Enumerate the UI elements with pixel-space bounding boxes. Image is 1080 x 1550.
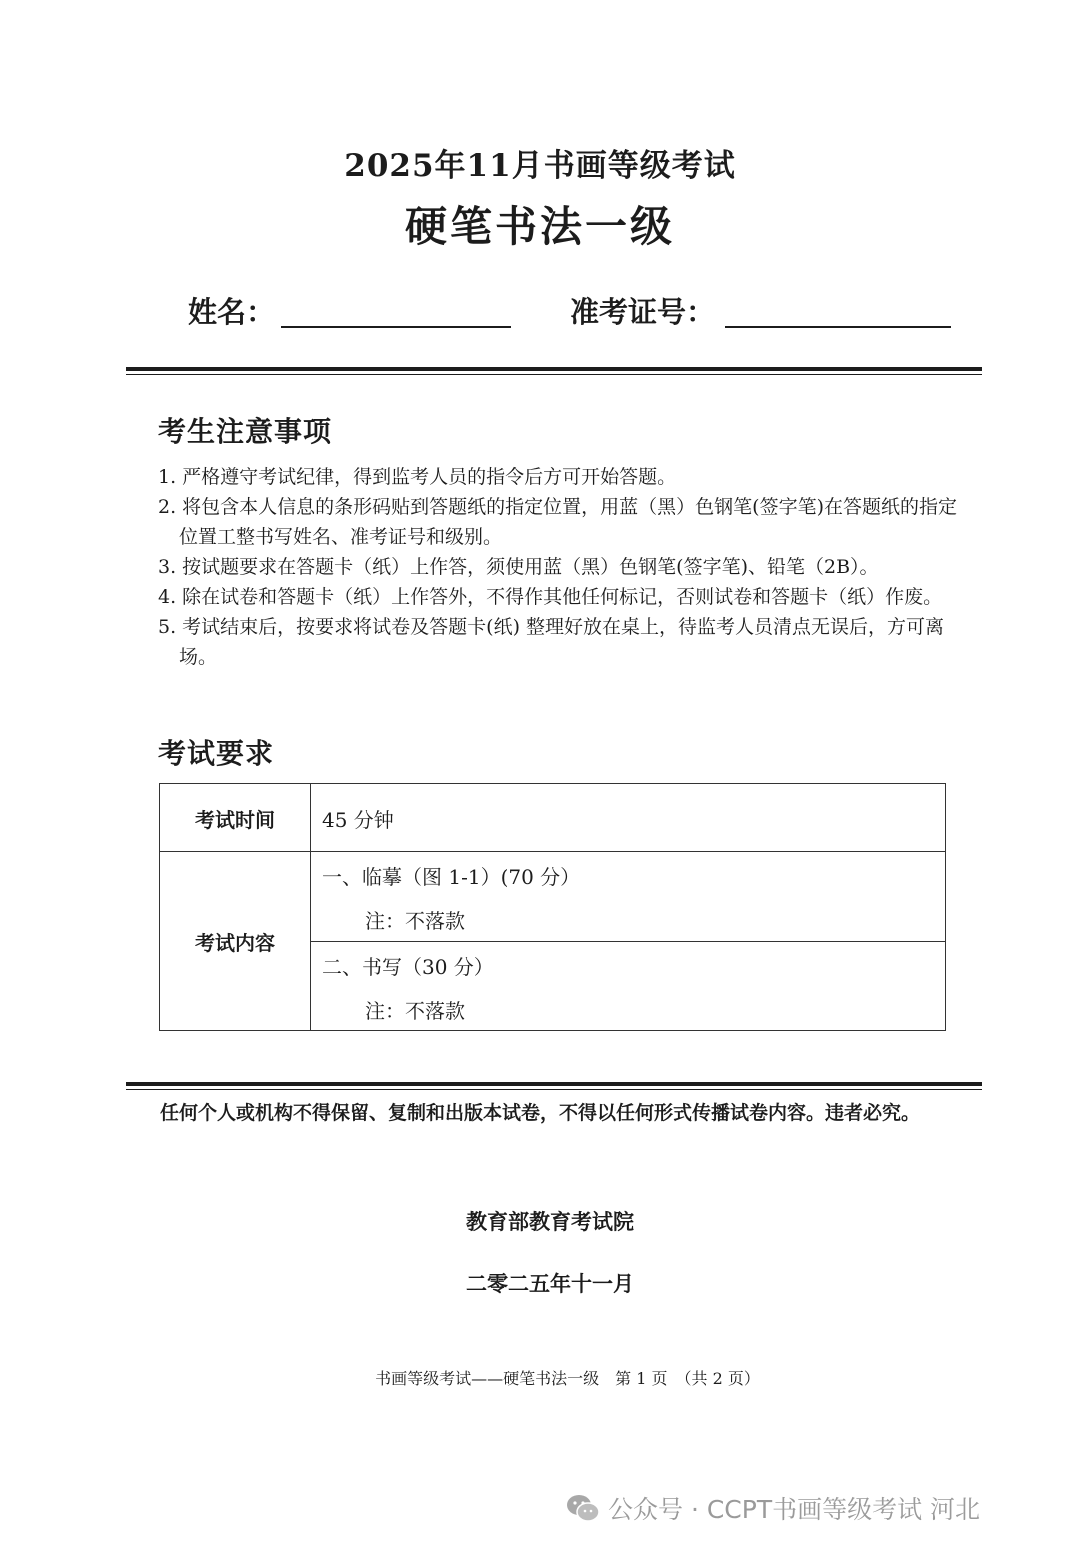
exam-title: 2025年11月书画等级考试 <box>344 148 736 184</box>
part2-note: 注：不落款 <box>365 999 465 1023</box>
subject-title: 硬笔书法一级 <box>404 202 675 251</box>
issue-date: 二零二五年十一月 <box>466 1271 634 1296</box>
bottom-divider <box>126 1082 982 1090</box>
page-footer: 书画等级考试——硬笔书法一级 第 1 页 （共 2 页） <box>375 1369 760 1388</box>
issuer-org: 教育部教育考试院 <box>466 1209 634 1234</box>
name-blank-line <box>281 326 511 328</box>
wechat-icon <box>566 1493 600 1523</box>
requirements-heading: 考试要求 <box>158 737 275 770</box>
top-divider <box>126 367 982 375</box>
requirements-table <box>159 783 946 1031</box>
watermark-text: 公众号 · CCPT书画等级考试 河北 <box>608 1495 981 1524</box>
part1-note: 注：不落款 <box>365 909 465 933</box>
note-item-4: 4. 除在试卷和答题卡（纸）上作答外，不得作其他任何标记，否则试卷和答题卡（纸）作废。 <box>158 586 943 608</box>
note-item-5: 5. 考试结束后，按要求将试卷及答题卡(纸) 整理好放在桌上，待监考人员清点无误后，方可离场。 <box>158 616 945 668</box>
ticket-field <box>570 290 955 334</box>
content-label: 考试内容 <box>195 931 275 955</box>
notes-heading: 考生注意事项 <box>158 415 333 448</box>
note-item-2: 2. 将包含本人信息的条形码贴到答题纸的指定位置，用蓝（黑）色钢笔(签字笔)在答题纸的指定位置工整书写姓名、准考证号和级别。 <box>158 496 957 548</box>
time-value: 45 分钟 <box>322 808 394 832</box>
note-item-3: 3. 按试题要求在答题卡（纸）上作答，须使用蓝（黑）色钢笔(签字笔)、铅笔（2B）。 <box>158 556 879 578</box>
part1-title: 一、临摹（图 1-1）(70 分） <box>322 865 581 889</box>
table-subrow-divider <box>310 941 945 942</box>
copyright-notice: 任何个人或机构不得保留、复制和出版本试卷，不得以任何形式传播试卷内容。违者必究。 <box>159 1102 920 1124</box>
part2-title: 二、书写（30 分） <box>322 955 494 979</box>
table-row-divider <box>160 851 945 852</box>
time-label: 考试时间 <box>195 808 275 832</box>
ticket-blank-line <box>725 326 951 328</box>
name-field <box>188 290 518 334</box>
watermark <box>566 1488 980 1528</box>
notes-list <box>158 462 958 672</box>
table-column-divider <box>310 784 311 1030</box>
note-item-1: 1. 严格遵守考试纪律，得到监考人员的指令后方可开始答题。 <box>158 466 677 488</box>
name-label: 姓名： <box>188 295 276 329</box>
ticket-label: 准考证号： <box>570 295 716 329</box>
